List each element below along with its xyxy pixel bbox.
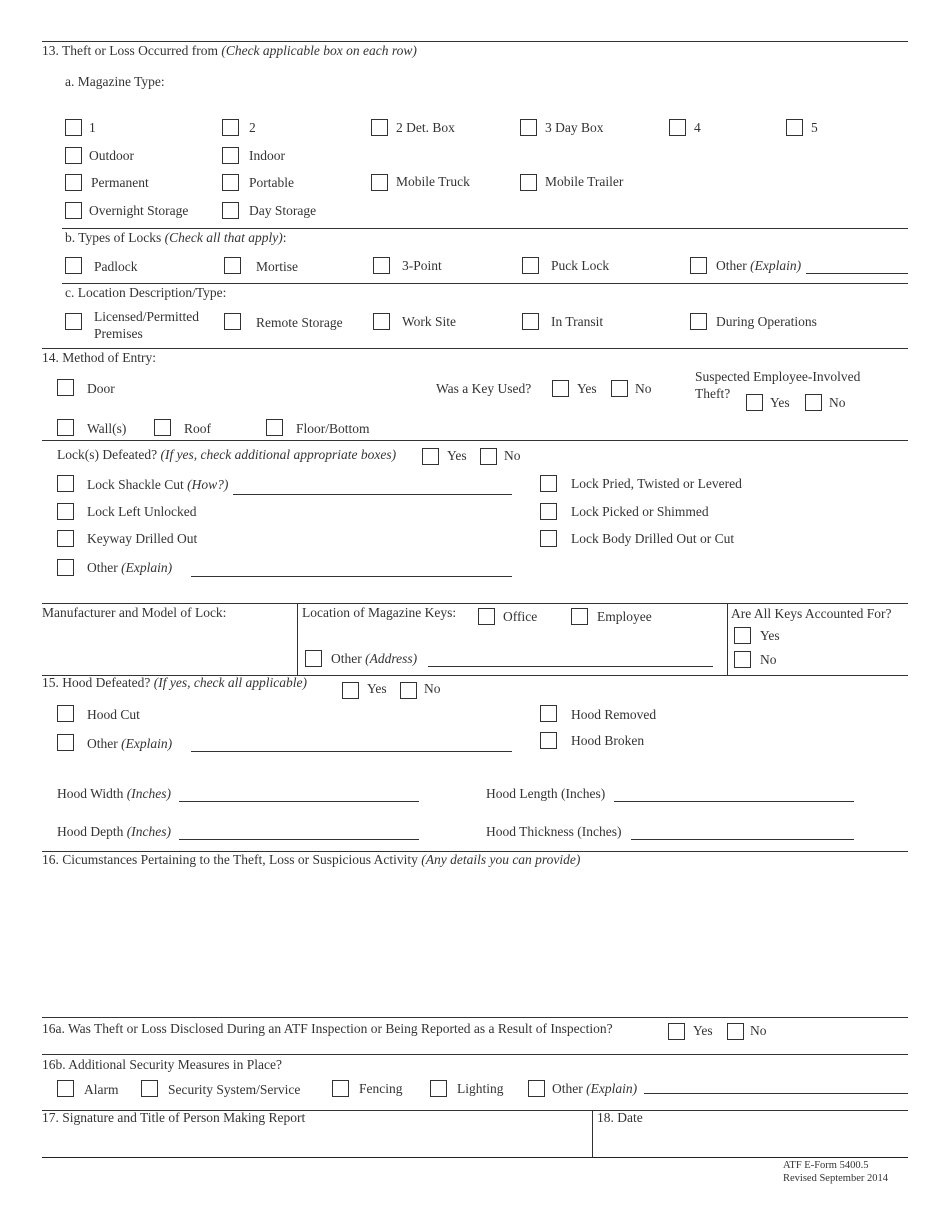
mortise-label: Mortise: [256, 259, 298, 274]
form-revision: Revised September 2014: [783, 1173, 888, 1184]
magazine-type-4-checkbox[interactable]: [669, 119, 686, 136]
security-system-label: Security System/Service: [168, 1082, 301, 1097]
lock-pried-checkbox[interactable]: [540, 475, 557, 492]
during-operations-label: During Operations: [716, 314, 817, 329]
section-16b-question: 16b. Additional Security Measures in Place?: [42, 1057, 282, 1072]
magazine-type-3-day-box-checkbox[interactable]: [520, 119, 537, 136]
permanent-checkbox[interactable]: [65, 174, 82, 191]
keys-employee-label: Employee: [597, 609, 652, 624]
outdoor-label: Outdoor: [89, 148, 134, 163]
locks-defeated-no-label: No: [504, 448, 521, 463]
fencing-checkbox[interactable]: [332, 1080, 349, 1097]
section-13-title: 13. Theft or Loss Occurred from (Check applicable box on each row): [42, 43, 417, 58]
hood-thickness-input[interactable]: [631, 839, 854, 840]
padlock-label: Padlock: [94, 259, 138, 274]
mobile-truck-checkbox[interactable]: [371, 174, 388, 191]
hood-depth-label: Hood Depth (Inches): [57, 824, 171, 839]
section-16-title: 16. Cicumstances Pertaining to the Theft, Loss or Suspicious Activity (Any details you can provide): [42, 852, 581, 867]
measures-other-explain-input[interactable]: [644, 1093, 908, 1094]
key-used-no-checkbox[interactable]: [611, 380, 628, 397]
date-field[interactable]: [596, 1127, 906, 1157]
remote-storage-label: Remote Storage: [256, 315, 343, 330]
form-number: ATF E-Form 5400.5: [783, 1160, 869, 1171]
day-storage-checkbox[interactable]: [222, 202, 239, 219]
magazine-keys-location-label: Location of Magazine Keys:: [302, 605, 457, 620]
employee-involved-no-label: No: [829, 395, 846, 410]
lock-pried-label: Lock Pried, Twisted or Levered: [571, 476, 742, 491]
inspection-yes-label: Yes: [693, 1023, 713, 1038]
indoor-checkbox[interactable]: [222, 147, 239, 164]
lock-defeat-other-checkbox[interactable]: [57, 559, 74, 576]
hood-thickness-label: Hood Thickness (Inches): [486, 824, 622, 839]
keys-accounted-yes-checkbox[interactable]: [734, 627, 751, 644]
hood-length-label: Hood Length (Inches): [486, 786, 606, 801]
licensed-premises-label-line2: Premises: [94, 326, 143, 341]
lock-left-unlocked-checkbox[interactable]: [57, 503, 74, 520]
permanent-label: Permanent: [91, 175, 149, 190]
padlock-checkbox[interactable]: [65, 257, 82, 274]
section-17-title: 17. Signature and Title of Person Making Report: [42, 1110, 306, 1125]
locks-defeated-question: Lock(s) Defeated? (If yes, check additional appropriate boxes): [57, 447, 397, 462]
hood-defeated-yes-checkbox[interactable]: [342, 682, 359, 699]
lock-body-drilled-checkbox[interactable]: [540, 530, 557, 547]
work-site-label: Work Site: [402, 314, 457, 329]
lock-other-explain-input[interactable]: [806, 273, 908, 274]
mortise-checkbox[interactable]: [224, 257, 241, 274]
alarm-label: Alarm: [84, 1082, 119, 1097]
lighting-checkbox[interactable]: [430, 1080, 447, 1097]
inspection-no-label: No: [750, 1023, 767, 1038]
locks-defeated-yes-checkbox[interactable]: [422, 448, 439, 465]
three-point-label: 3-Point: [402, 258, 442, 273]
work-site-checkbox[interactable]: [373, 313, 390, 330]
magazine-type-4-label: 4: [694, 120, 701, 135]
locks-defeated-no-checkbox[interactable]: [480, 448, 497, 465]
hood-other-checkbox[interactable]: [57, 734, 74, 751]
keys-accounted-no-checkbox[interactable]: [734, 651, 751, 668]
key-used-yes-label: Yes: [577, 381, 597, 396]
lock-other-label: Other (Explain): [716, 258, 802, 273]
hood-cut-checkbox[interactable]: [57, 705, 74, 722]
portable-checkbox[interactable]: [222, 174, 239, 191]
key-used-no-label: No: [635, 381, 652, 396]
during-operations-checkbox[interactable]: [690, 313, 707, 330]
magazine-type-5-checkbox[interactable]: [786, 119, 803, 136]
lock-picked-label: Lock Picked or Shimmed: [571, 504, 709, 519]
key-used-yes-checkbox[interactable]: [552, 380, 569, 397]
walls-checkbox[interactable]: [57, 419, 74, 436]
employee-involved-yes-label: Yes: [770, 395, 790, 410]
lock-left-unlocked-label: Lock Left Unlocked: [87, 504, 197, 519]
magazine-type-1-checkbox[interactable]: [65, 119, 82, 136]
licensed-premises-checkbox[interactable]: [65, 313, 82, 330]
magazine-type-2-det-box-label: 2 Det. Box: [396, 120, 455, 135]
lighting-label: Lighting: [457, 1081, 504, 1096]
shackle-cut-how-input[interactable]: [233, 494, 512, 495]
circumstances-textarea[interactable]: [42, 870, 908, 1016]
alarm-checkbox[interactable]: [57, 1080, 74, 1097]
door-checkbox[interactable]: [57, 379, 74, 396]
roof-checkbox[interactable]: [154, 419, 171, 436]
employee-involved-question-line1: Suspected Employee-Involved: [695, 369, 861, 384]
keys-office-checkbox[interactable]: [478, 608, 495, 625]
hood-length-input[interactable]: [614, 801, 854, 802]
keys-employee-checkbox[interactable]: [571, 608, 588, 625]
magazine-type-2-checkbox[interactable]: [222, 119, 239, 136]
roof-label: Roof: [184, 421, 211, 436]
employee-involved-no-checkbox[interactable]: [805, 394, 822, 411]
puck-lock-label: Puck Lock: [551, 258, 610, 273]
remote-storage-checkbox[interactable]: [224, 313, 241, 330]
mobile-trailer-checkbox[interactable]: [520, 174, 537, 191]
employee-involved-question-line2: Theft?: [695, 386, 731, 401]
hood-width-input[interactable]: [179, 801, 419, 802]
inspection-no-checkbox[interactable]: [727, 1023, 744, 1040]
hood-defeated-yes-label: Yes: [367, 681, 387, 696]
magazine-type-5-label: 5: [811, 120, 818, 135]
door-label: Door: [87, 381, 115, 396]
in-transit-label: In Transit: [551, 314, 604, 329]
keyway-drilled-label: Keyway Drilled Out: [87, 531, 198, 546]
hood-other-explain-input[interactable]: [191, 751, 512, 752]
hood-removed-checkbox[interactable]: [540, 705, 557, 722]
magazine-type-1-label: 1: [89, 120, 96, 135]
floor-bottom-label: Floor/Bottom: [296, 421, 370, 436]
puck-lock-checkbox[interactable]: [522, 257, 539, 274]
hood-width-label: Hood Width (Inches): [57, 786, 171, 801]
walls-label: Wall(s): [87, 421, 127, 436]
magazine-type-2-det-box-checkbox[interactable]: [371, 119, 388, 136]
keys-office-label: Office: [503, 609, 538, 624]
hood-defeated-no-label: No: [424, 681, 441, 696]
section-14-title: 14. Method of Entry:: [42, 350, 156, 365]
section-18-title: 18. Date: [597, 1110, 643, 1125]
licensed-premises-label-line1: Licensed/Permitted: [94, 309, 199, 324]
location-description-label: c. Location Description/Type:: [65, 285, 227, 300]
key-used-question: Was a Key Used?: [436, 381, 532, 396]
overnight-storage-checkbox[interactable]: [65, 202, 82, 219]
keys-accounted-no-label: No: [760, 652, 777, 667]
hood-broken-label: Hood Broken: [571, 733, 645, 748]
day-storage-label: Day Storage: [249, 203, 317, 218]
measures-other-checkbox[interactable]: [528, 1080, 545, 1097]
outdoor-checkbox[interactable]: [65, 147, 82, 164]
employee-involved-yes-checkbox[interactable]: [746, 394, 763, 411]
lock-picked-checkbox[interactable]: [540, 503, 557, 520]
locks-defeated-yes-label: Yes: [447, 448, 467, 463]
section-15-title: 15. Hood Defeated? (If yes, check all applicable): [42, 675, 308, 690]
lock-defeat-other-label: Other (Explain): [87, 560, 173, 575]
magazine-type-2-label: 2: [249, 120, 256, 135]
hood-cut-label: Hood Cut: [87, 707, 140, 722]
manufacturer-model-label: Manufacturer and Model of Lock:: [42, 605, 227, 620]
lock-other-checkbox[interactable]: [690, 257, 707, 274]
inspection-yes-checkbox[interactable]: [668, 1023, 685, 1040]
hood-defeated-no-checkbox[interactable]: [400, 682, 417, 699]
indoor-label: Indoor: [249, 148, 285, 163]
overnight-storage-label: Overnight Storage: [89, 203, 189, 218]
lock-body-drilled-label: Lock Body Drilled Out or Cut: [571, 531, 735, 546]
keys-other-checkbox[interactable]: [305, 650, 322, 667]
lock-types-label: b. Types of Locks (Check all that apply):: [65, 230, 287, 245]
magazine-type-3-day-box-label: 3 Day Box: [545, 120, 604, 135]
hood-other-label: Other (Explain): [87, 736, 173, 751]
floor-bottom-checkbox[interactable]: [266, 419, 283, 436]
fencing-label: Fencing: [359, 1081, 403, 1096]
security-system-checkbox[interactable]: [141, 1080, 158, 1097]
keys-other-label: Other (Address): [331, 651, 418, 666]
magazine-type-label: a. Magazine Type:: [65, 74, 165, 89]
keyway-drilled-checkbox[interactable]: [57, 530, 74, 547]
keys-accounted-question: Are All Keys Accounted For?: [731, 606, 892, 621]
shackle-cut-checkbox[interactable]: [57, 475, 74, 492]
lock-defeat-other-explain-input[interactable]: [191, 576, 512, 577]
portable-label: Portable: [249, 175, 294, 190]
keys-other-address-input[interactable]: [428, 666, 713, 667]
signature-field[interactable]: [42, 1127, 590, 1157]
hood-broken-checkbox[interactable]: [540, 732, 557, 749]
measures-other-label: Other (Explain): [552, 1081, 638, 1096]
hood-depth-input[interactable]: [179, 839, 419, 840]
hood-removed-label: Hood Removed: [571, 707, 657, 722]
section-16a-question: 16a. Was Theft or Loss Disclosed During an ATF Inspection or Being Reported as a Result of Inspection?: [42, 1021, 613, 1036]
in-transit-checkbox[interactable]: [522, 313, 539, 330]
keys-accounted-yes-label: Yes: [760, 628, 780, 643]
three-point-checkbox[interactable]: [373, 257, 390, 274]
shackle-cut-label: Lock Shackle Cut (How?): [87, 477, 229, 492]
mobile-truck-label: Mobile Truck: [396, 174, 470, 189]
mobile-trailer-label: Mobile Trailer: [545, 174, 624, 189]
